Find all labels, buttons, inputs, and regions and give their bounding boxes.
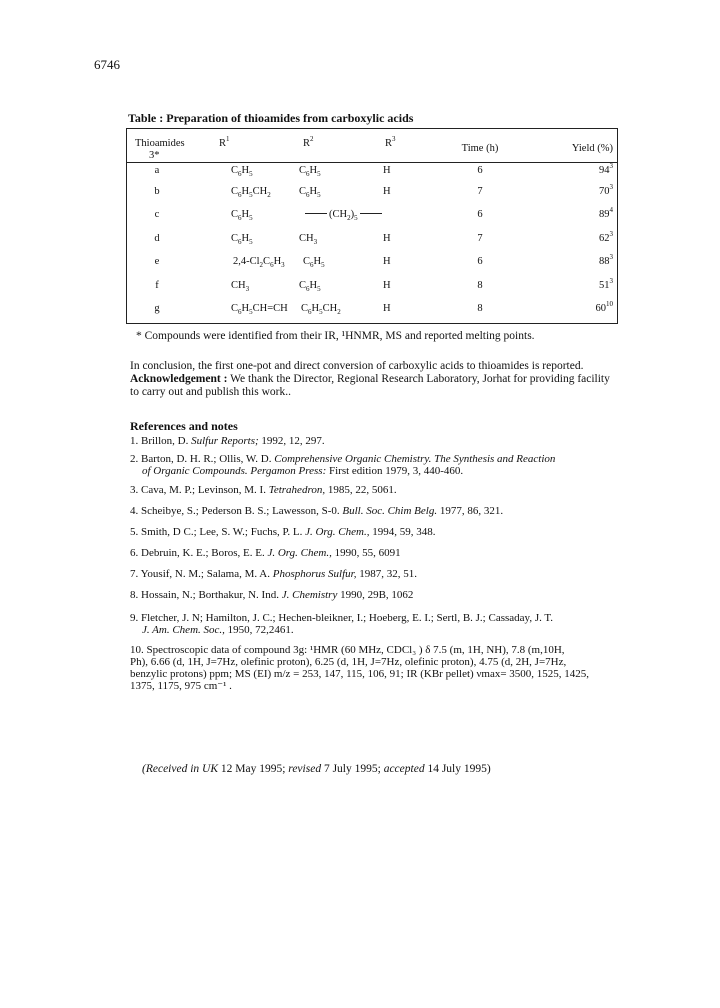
- acknowledgement-label: Acknowledgement :: [130, 373, 228, 385]
- row-c-id: c: [154, 209, 160, 220]
- reference-8: 8. Hossain, N.; Borthakur, N. Ind. J. Chemistry 1990, 29B, 1062: [130, 589, 414, 601]
- header-separator: [127, 162, 617, 163]
- header-thioamides: Thioamides: [135, 138, 185, 149]
- header-time: Time (h): [461, 143, 499, 154]
- row-a-r3: H: [383, 165, 391, 176]
- row-c-r1: $C_6H_5$: [231, 209, 253, 222]
- reference-9: 9. Fletcher, J. N; Hamilton, J. C.; Hechen-bleikner, I.; Hoeberg, E. I.; Sertl, B. J.; Cassaday, J. T. J. Am. Chem. Soc., 1950, 72,2461.: [130, 612, 554, 636]
- row-c-r2: $(CH_2)_5$: [303, 209, 384, 221]
- row-e-r3: H: [383, 256, 391, 267]
- row-a-yield: $94^3$: [599, 162, 613, 176]
- row-d-id: d: [154, 233, 160, 244]
- row-b-r2: $C_6H_5$: [299, 186, 321, 199]
- row-a-time: 6: [477, 165, 483, 176]
- row-d-yield: $62^3$: [599, 230, 613, 244]
- row-d-r2: $CH_3$: [299, 233, 318, 246]
- reference-2: 2. Barton, D. H. R.; Ollis, W. D. Comprehensive Organic Chemistry. The Synthesis and Reaction of Organic Compounds. Pergamon Press: First edition 1979, 3, 440-460.: [130, 453, 556, 477]
- header-yield: Yield (%): [571, 143, 613, 154]
- row-e-time: 6: [477, 256, 483, 267]
- row-g-time: 8: [477, 303, 483, 314]
- reference-7: 7. Yousif, N. M.; Salama, M. A. Phosphorus Sulfur, 1987, 32, 51.: [130, 568, 417, 580]
- row-f-r1: $CH_3$: [231, 280, 250, 293]
- page-number: 6746: [94, 57, 120, 72]
- row-b-yield: $70^3$: [599, 183, 613, 197]
- row-c-time: 6: [477, 209, 483, 220]
- references-title: References and notes: [130, 419, 238, 433]
- row-e-id: e: [154, 256, 160, 267]
- row-b-id: b: [154, 186, 160, 197]
- row-b-r1: $C_6H_5CH_2$: [231, 186, 271, 199]
- row-d-r1: $C_6H_5$: [231, 233, 253, 246]
- acknowledgement-paragraph: Acknowledgement : We thank the Director, Regional Research Laboratory, Jorhat for providing facility to carry out and publish this work..: [130, 373, 610, 398]
- reference-6: 6. Debruin, K. E.; Boros, E. E. J. Org. Chem., 1990, 55, 6091: [130, 547, 401, 559]
- row-f-yield: $51^3$: [599, 277, 613, 291]
- header-r1: $R^1$: [219, 135, 230, 149]
- row-b-time: 7: [477, 186, 483, 197]
- row-g-r1: $C_6H_5CH=CH$: [231, 303, 288, 316]
- table-footnote: * Compounds were identified from their IR, ¹HNMR, MS and reported melting points.: [136, 330, 535, 342]
- row-e-yield: $88^3$: [599, 253, 613, 267]
- reference-4: 4. Scheibye, S.; Pederson B. S.; Lawesson, S-0. Bull. Soc. Chim Belg. 1977, 86, 321.: [130, 505, 504, 517]
- row-f-time: 8: [477, 280, 483, 291]
- row-g-r3: H: [383, 303, 391, 314]
- reference-5: 5. Smith, D C.; Lee, S. W.; Fuchs, P. L. J. Org. Chem., 1994, 59, 348.: [130, 526, 436, 538]
- row-a-r2: $C_6H_5$: [299, 165, 321, 178]
- row-c-yield: $89^4$: [599, 206, 613, 220]
- row-d-r3: H: [383, 233, 391, 244]
- row-d-time: 7: [477, 233, 483, 244]
- row-g-yield: $60^{10}$: [595, 300, 613, 314]
- reference-10: 10. Spectroscopic data of compound 3g: ¹HMR (60 MHz, CDCl₃ ) δ 7.5 (m, 1H, NH), 7.8 (m,10H, Ph), 6.66 (d, 1H, J=7Hz, olefinic proton), 6.25 (d, 1H, J=7Hz, olefinic proton), 4.75 (d, 2H, J=7Hz, benzylic protons) ppm; MS (EI) m/z = 253, 147, 115, 106, 91; IR (KBr pellet) νmax= 3500, 1525, 1425, 1375, 1175, 975 cm⁻¹ .: [130, 644, 590, 692]
- row-a-id: a: [154, 165, 160, 176]
- table-title: Table : Preparation of thioamides from carboxylic acids: [128, 111, 414, 125]
- header-thioamides-sub: 3*: [149, 150, 160, 161]
- row-g-id: g: [154, 303, 160, 314]
- row-f-r3: H: [383, 280, 391, 291]
- reference-3: 3. Cava, M. P.; Levinson, M. I. Tetrahedron, 1985, 22, 5061.: [130, 484, 397, 496]
- row-b-r3: H: [383, 186, 391, 197]
- header-r2: $R^2$: [303, 135, 314, 149]
- row-f-id: f: [155, 280, 159, 291]
- reference-1: 1. Brillon, D. Sulfur Reports; 1992, 12, 297.: [130, 435, 325, 447]
- row-e-r1: $2,4-Cl_2C_6H_3$: [233, 256, 285, 269]
- thioamide-table: [126, 128, 618, 324]
- received-dates: (Received in UK 12 May 1995; revised 7 July 1995; accepted 14 July 1995): [142, 763, 491, 775]
- row-g-r2: $C_6H_5CH_2$: [301, 303, 341, 316]
- header-r3: $R^3$: [385, 135, 396, 149]
- row-e-r2: $C_6H_5$: [303, 256, 325, 269]
- row-f-r2: $C_6H_5$: [299, 280, 321, 293]
- conclusion-paragraph: In conclusion, the first one-pot and direct conversion of carboxylic acids to thioamides is reported.: [130, 360, 584, 372]
- row-a-r1: $C_6H_5$: [231, 165, 253, 178]
